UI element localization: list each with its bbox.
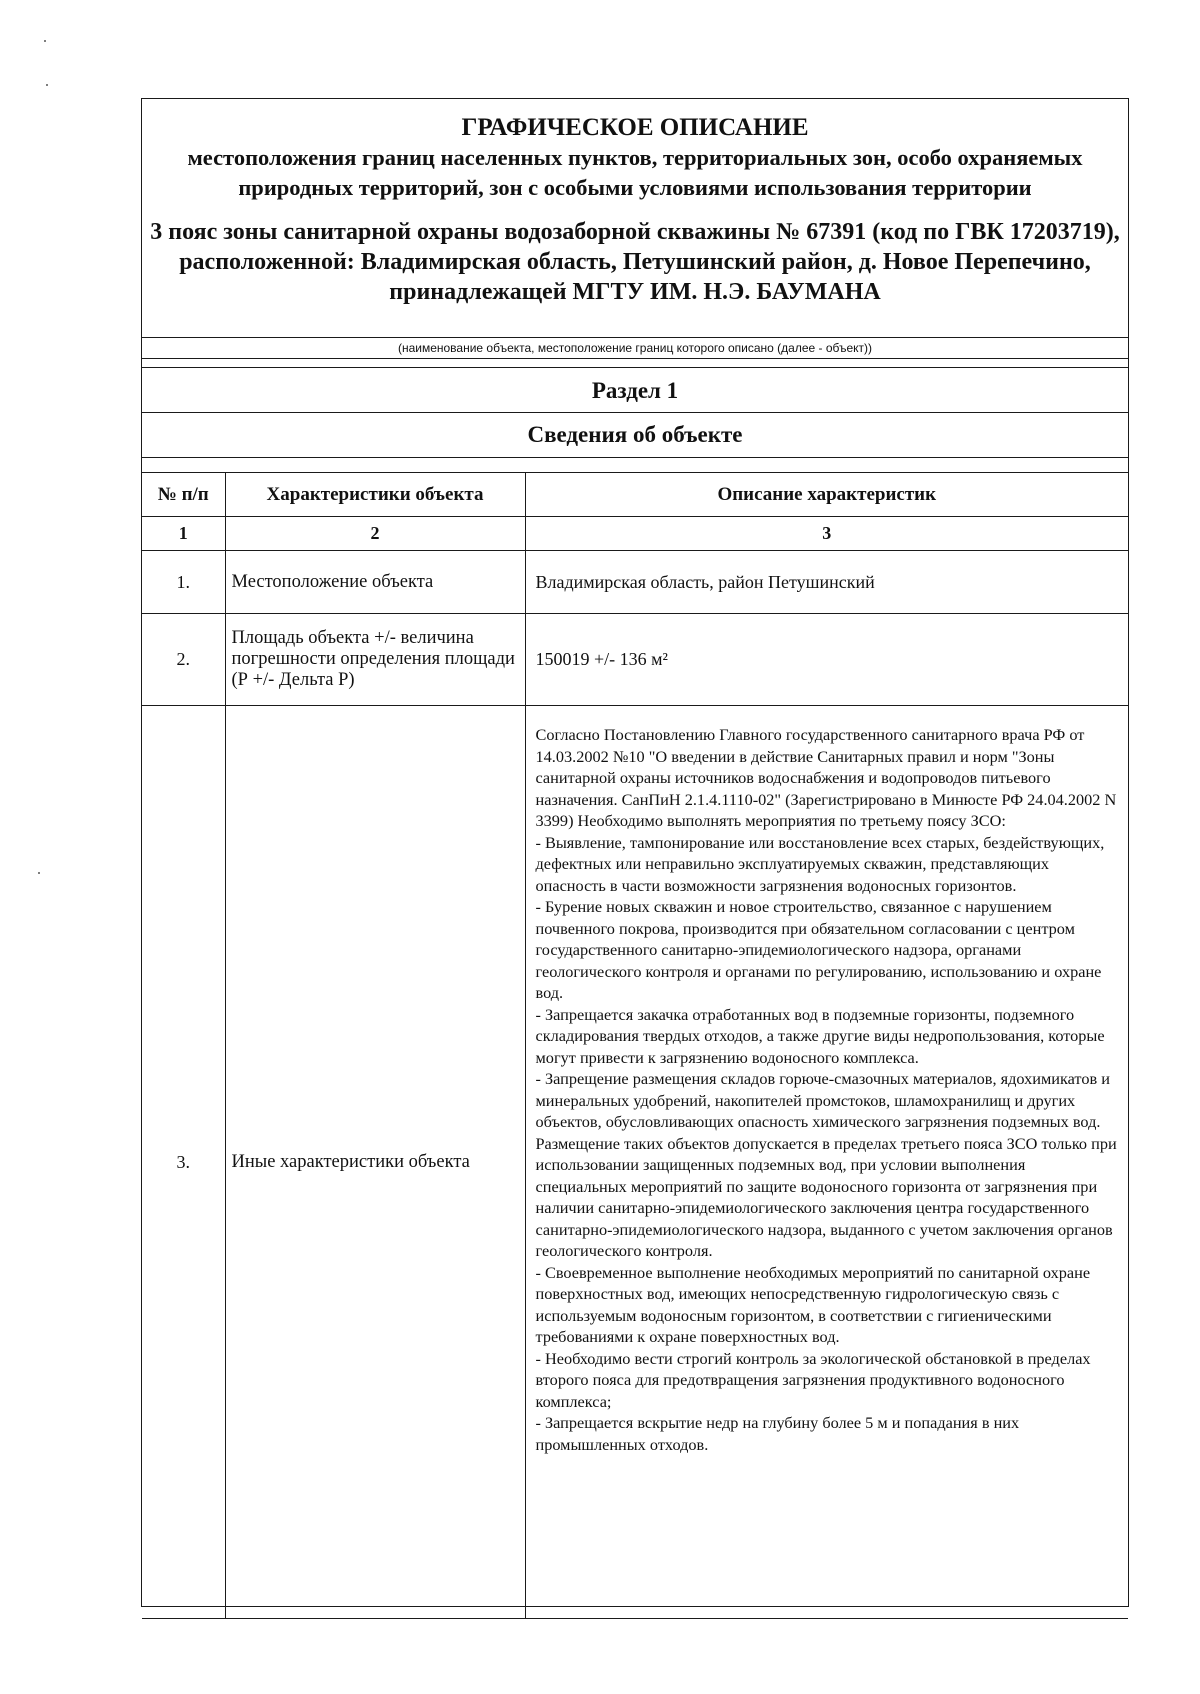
scan-speck	[38, 872, 40, 874]
document-title: ГРАФИЧЕСКОЕ ОПИСАНИЕ	[461, 114, 809, 141]
description-paragraph: - Своевременное выполнение необходимых мероприятий по санитарной охране поверхностных вод, имеющих непосредственную гидрологическую связь с используемым водоносным горизонтом, в соответствии с гигиеническими требованиями к охране поверхностных вод.	[535, 1262, 1091, 1346]
description-paragraph: - Запрещается вскрытие недр на глубину более 5 м и попадания в них промышленных отходов.	[535, 1413, 1020, 1454]
column-header: № п/п	[142, 473, 225, 517]
table-row	[142, 614, 1128, 706]
row-characteristic: Местоположение объекта	[225, 551, 525, 614]
table-header-row	[142, 473, 1128, 517]
object-info-table	[142, 472, 1128, 1619]
object-name-caption: (наименование объекта, местоположение границ которого описано (далее - объект))	[397, 341, 873, 355]
description-paragraph: Размещение таких объектов допускается в пределах третьего пояса ЗСО только при использовании защищенных подземных вод, при условии выполнения специальных мероприятий по защите водоносного горизонта от загрязнения при наличии санитарно-эпидемиологического заключения центра государственного санитарно-эпидемиологического надзора, выданного с учетом заключения органов геологического контроля.	[535, 1133, 1117, 1260]
document-frame	[141, 98, 1129, 1607]
divider	[142, 367, 1128, 368]
row-characteristic: Площадь объекта +/- величина погрешности определения площади (Р +/- Дельта Р)	[225, 614, 525, 706]
table-row	[142, 551, 1128, 614]
section-subtitle: Сведения об объекте	[527, 422, 743, 447]
table-row	[142, 706, 1128, 1619]
row-description: Владимирская область, район Петушинский	[525, 551, 1128, 614]
column-number-row	[142, 517, 1128, 551]
column-header: Характеристики объекта	[225, 473, 525, 517]
description-paragraph: - Выявление, тампонирование или восстановление всех старых, бездействующих, дефектных или неправильно эксплуатируемых скважин, представляющих опасность в части возможности загрязнения водоносных горизонтов.	[535, 832, 1105, 895]
document-header	[142, 99, 1128, 337]
column-number: 3	[525, 517, 1128, 551]
row-characteristic: Иные характеристики объекта	[225, 706, 525, 1619]
document-subtitle: местоположения границ населенных пунктов, территориальных зон, особо охраняемых природных территорий, зон с особыми условиями использования территории	[187, 145, 1083, 200]
row-description-long	[525, 706, 1128, 1619]
object-name: 3 пояс зоны санитарной охраны водозаборной скважины № 67391 (код по ГВК 17203719), расположенной: Владимирская область, Петушинский район, д. Новое Перепечино, принадлежащей МГТУ ИМ. Н.Э. БАУМАНА	[150, 219, 1120, 305]
section-title: Раздел 1	[591, 378, 679, 403]
row-number: 2.	[142, 614, 225, 706]
divider	[142, 358, 1128, 359]
description-paragraph: - Запрещение размещения складов горюче-смазочных материалов, ядохимикатов и минеральных удобрений, накопителей промстоков, шламохранилищ и других объектов, обусловливающих опасность химического загрязнения подземных вод.	[535, 1069, 1110, 1131]
description-paragraph: Согласно Постановлению Главного государственного санитарного врача РФ от 14.03.2002 №10 "О введении в действие Санитарных правил и норм "Зоны санитарной охраны источников водоснабжения и водопроводов питьевого назначения. СанПиН 2.1.4.1110-02" (Зарегистрировано в Минюсте РФ 24.04.2002 N 3399) Необходимо выполнять мероприятия по третьему поясу ЗСО:	[535, 725, 1117, 830]
row-description: 150019 +/- 136 м²	[525, 614, 1128, 706]
scan-speck	[44, 40, 46, 42]
divider	[142, 457, 1128, 458]
column-header: Описание характеристик	[525, 473, 1128, 517]
description-paragraph: - Необходимо вести строгий контроль за экологической обстановкой в пределах второго пояса для предотвращения загрязнения продуктивного водоносного комплекса;	[535, 1348, 1091, 1411]
scan-speck	[46, 84, 48, 86]
row-number: 3.	[142, 706, 225, 1619]
description-paragraph: - Запрещается закачка отработанных вод в подземные горизонты, подземного складирования твердых отходов, а также другие виды недропользования, которые могут привести к загрязнению водоносного комплекса.	[535, 1004, 1105, 1067]
row-number: 1.	[142, 551, 225, 614]
column-number: 2	[225, 517, 525, 551]
description-paragraph: - Бурение новых скважин и новое строительство, связанное с нарушением почвенного покрова, производится при обязательном согласовании с центром государственного санитарно-эпидемиологического надзора, органами геологического контроля и органами по регулированию, использованию и охране вод.	[535, 897, 1102, 1002]
column-number: 1	[142, 517, 225, 551]
